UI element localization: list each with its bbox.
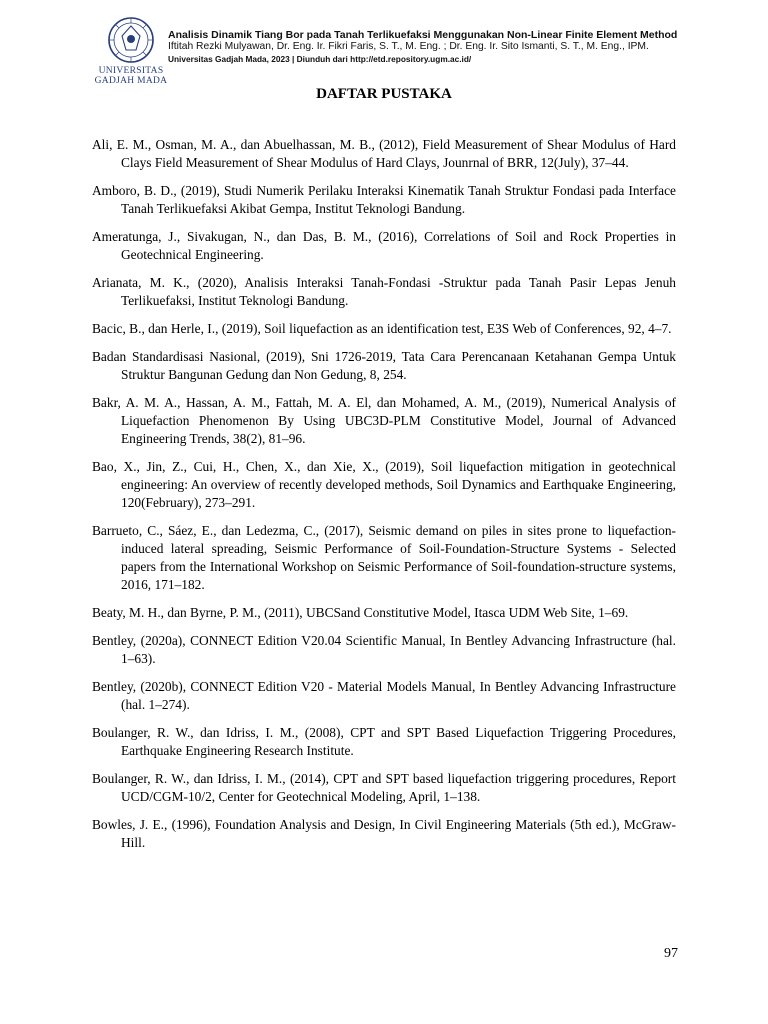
reference-item: Bentley, (2020b), CONNECT Edition V20 - Material Models Manual, In Bentley Advancing Infrastructure (hal. 1–274). xyxy=(92,679,676,712)
page-header xyxy=(92,14,722,86)
reference-item: Ali, E. M., Osman, M. A., dan Abuelhassan, M. B., (2012), Field Measurement of Shear Modulus of Hard Clays Field Measurement of Shear Modulus of Hard Clays, Jounrnal of BRR, 12(July), 37–44. xyxy=(92,137,676,170)
logo-line-2: GADJAH MADA xyxy=(94,76,168,86)
reference-item: Bowles, J. E., (1996), Foundation Analysis and Design, In Civil Engineering Materials (5th ed.), McGraw-Hill. xyxy=(92,817,676,850)
reference-item: Amboro, B. D., (2019), Studi Numerik Perilaku Interaksi Kinematik Tanah Struktur Fondasi pada Interface Tanah Terlikuefaksi Akibat Gempa, Institut Teknologi Bandung. xyxy=(92,183,676,216)
reference-item: Ameratunga, J., Sivakugan, N., dan Das, B. M., (2016), Correlations of Soil and Rock Properties in Geotechnical Engineering. xyxy=(92,229,676,262)
logo-line-1: UNIVERSITAS xyxy=(98,66,164,76)
reference-item: Bentley, (2020a), CONNECT Edition V20.04 Scientific Manual, In Bentley Advancing Infrastructure (hal. 1–63). xyxy=(92,633,676,666)
reference-item: Arianata, M. K., (2020), Analisis Interaksi Tanah-Fondasi -Struktur pada Tanah Pasir Lepas Jenuh Terlikuefaksi, Institut Teknologi Bandung. xyxy=(92,275,676,308)
ugm-emblem-icon xyxy=(106,16,156,64)
reference-item: Boulanger, R. W., dan Idriss, I. M., (2008), CPT and SPT Based Liquefaction Triggering Procedures, Earthquake Engineering Research Institute. xyxy=(92,725,676,758)
reference-item: Badan Standardisasi Nasional, (2019), Sni 1726-2019, Tata Cara Perencanaan Ketahanan Gempa Untuk Struktur Bangunan Gedung dan Non Gedung, 8, 254. xyxy=(92,349,676,382)
header-text xyxy=(168,30,728,65)
reference-item: Boulanger, R. W., dan Idriss, I. M., (2014), CPT and SPT based liquefaction triggering procedures, Report UCD/CGM-10/2, Center for Geotechnical Modeling, April, 1–138. xyxy=(92,771,676,804)
reference-item: Bacic, B., dan Herle, I., (2019), Soil liquefaction as an identification test, E3S Web of Conferences, 92, 4–7. xyxy=(92,321,672,336)
document-title: Analisis Dinamik Tiang Bor pada Tanah Terlikuefaksi Menggunakan Non-Linear Finite Element Method xyxy=(168,29,678,41)
document-authors: Iftitah Rezki Mulyawan, Dr. Eng. Ir. Fikri Faris, S. T., M. Eng. ; Dr. Eng. Ir. Sito Ismanti, S. T., M. Eng., IPM. xyxy=(168,41,649,52)
university-logo-text xyxy=(92,66,170,86)
reference-item: Barrueto, C., Sáez, E., dan Ledezma, C., (2017), Seismic demand on piles in sites prone to liquefaction-induced lateral spreading, Seismic Performance of Soil-Foundation-Structure Systems - Selected papers from the International Workshop on Seismic Performance of Soil-foundation-structure systems, 2016, 171–182. xyxy=(92,523,676,592)
reference-list xyxy=(92,136,676,862)
reference-item: Beaty, M. H., dan Byrne, P. M., (2011), UBCSand Constitutive Model, Itasca UDM Web Site, 1–69. xyxy=(92,605,629,620)
page-number: 97 xyxy=(664,946,678,961)
reference-item: Bakr, A. M. A., Hassan, A. M., Fattah, M. A. El, dan Mohamed, A. M., (2019), Numerical Analysis of Liquefaction Phenomenon By Using UBC3D-PLM Constitutive Model, Journal of Advanced Engineering Trends, 38(2), 81–96. xyxy=(92,395,676,446)
university-logo xyxy=(92,16,170,86)
section-heading: DAFTAR PUSTAKA xyxy=(316,86,452,102)
repository-line: Universitas Gadjah Mada, 2023 | Diunduh dari http://etd.repository.ugm.ac.id/ xyxy=(168,54,472,64)
reference-item: Bao, X., Jin, Z., Cui, H., Chen, X., dan Xie, X., (2019), Soil liquefaction mitigation in geotechnical engineering: An overview of recently developed methods, Soil Dynamics and Earthquake Engineering, 120(February), 273–291. xyxy=(92,459,676,510)
